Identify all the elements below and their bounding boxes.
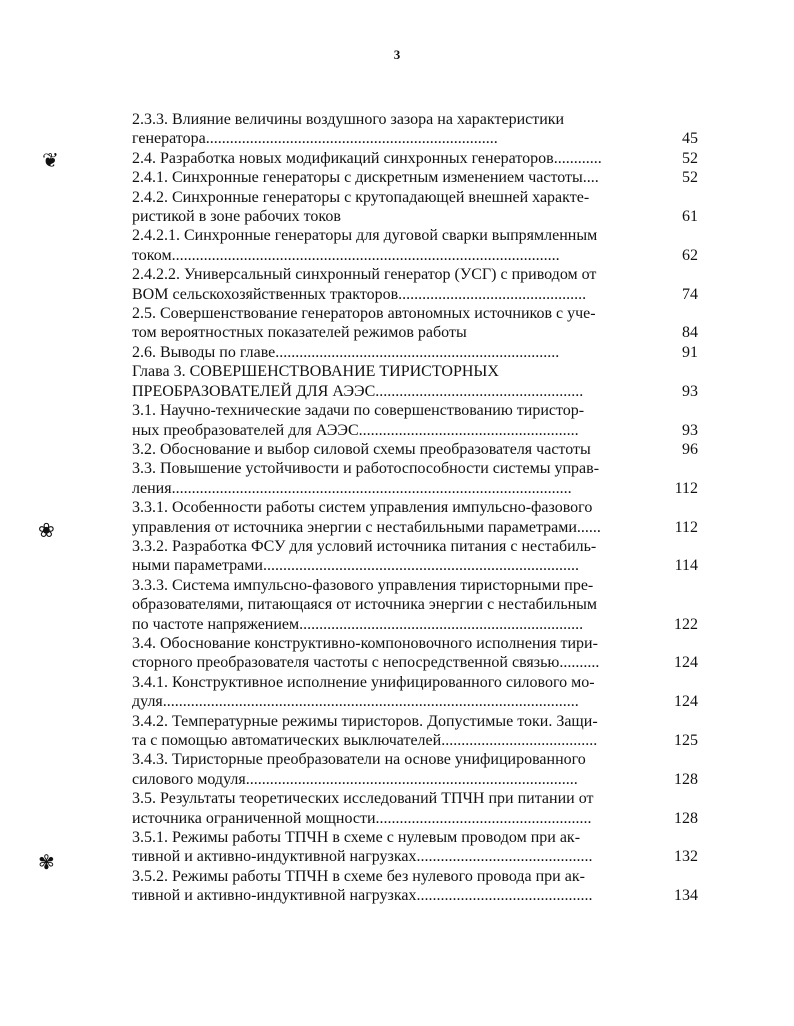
page-number: 3 bbox=[393, 47, 401, 62]
toc-entry-title: 2.4.2. Синхронные генераторы с крутопадающей внешней характе- ристикой в зоне рабочих токов bbox=[132, 188, 590, 226]
table-of-contents bbox=[132, 110, 698, 906]
toc-entry-page-number: 52 bbox=[682, 149, 698, 167]
toc-entry bbox=[132, 110, 698, 149]
toc-entry bbox=[132, 226, 698, 265]
toc-entry-page-number: 96 bbox=[682, 440, 698, 458]
toc-entry-title: 3.5.2. Режимы работы ТПЧН в схеме без нулевого провода при ак- тивной и активно-индуктивной нагрузках............................................ bbox=[132, 867, 593, 905]
toc-entry-title: 3.3.1. Особенности работы систем управления импульсно-фазового управления от источника энергии с нестабильными параметрами...... bbox=[132, 499, 601, 536]
toc-entry bbox=[132, 537, 698, 576]
toc-entry bbox=[132, 828, 698, 867]
toc-entry-page-number: 112 bbox=[674, 479, 698, 497]
toc-entry-page-number: 124 bbox=[674, 654, 698, 672]
toc-entry-page-number: 45 bbox=[682, 130, 698, 148]
toc-entry-title: 3.3.2. Разработка ФСУ для условий источника питания с нестабиль- ными параметрами............................................................................... bbox=[132, 537, 597, 575]
toc-entry bbox=[132, 673, 698, 712]
toc-entry-page-number: 52 bbox=[682, 169, 698, 187]
toc-entry bbox=[132, 712, 698, 751]
toc-entry bbox=[132, 634, 698, 673]
toc-entry-title: 2.4.2.1. Синхронные генераторы для дуговой сварки выпрямленным током................................................................................................. bbox=[132, 227, 598, 264]
toc-entry-title: 2.6. Выводы по главе....................................................................... bbox=[132, 343, 560, 361]
toc-entry bbox=[132, 188, 698, 227]
toc-entry-title: 3.4. Обоснование конструктивно-компоновочного исполнения тири- сторного преобразователя частоты с непосредственной связью.......... bbox=[132, 634, 600, 672]
toc-entry-title: 2.5. Совершенствование генераторов автономных источников с уче- том вероятностных показателей режимов работы bbox=[132, 305, 596, 342]
toc-entry-title: 3.3.3. Система импульсно-фазового управления тиристорными пре- образователями, питающаяся от источника энергии с нестабильным по частоте напряжением....................................................................... bbox=[132, 576, 598, 633]
toc-entry-page-number: 125 bbox=[674, 732, 698, 749]
ink-blot-icon: ✾ bbox=[38, 850, 55, 874]
ink-blot-icon: ❀ bbox=[38, 518, 55, 542]
toc-entry-title: Глава 3. СОВЕРШЕНСТВОВАНИЕ ТИРИСТОРНЫХ ПРЕОБРАЗОВАТЕЛЕЙ ДЛЯ АЭЭС.................................................... bbox=[132, 363, 584, 400]
toc-entry bbox=[132, 789, 698, 828]
toc-entry bbox=[132, 168, 698, 187]
toc-entry-page-number: 74 bbox=[682, 285, 698, 303]
toc-entry-page-number: 128 bbox=[674, 809, 698, 827]
toc-entry-page-number: 93 bbox=[682, 421, 698, 439]
toc-entry bbox=[132, 459, 698, 498]
toc-entry bbox=[132, 265, 698, 304]
toc-entry-page-number: 114 bbox=[674, 557, 698, 575]
toc-entry-page-number: 91 bbox=[682, 343, 698, 361]
toc-entry bbox=[132, 343, 698, 362]
toc-entry bbox=[132, 440, 698, 459]
toc-entry-title: 3.1. Научно-технические задачи по совершенствованию тиристор- ных преобразователей для АЭЭС....................................................... bbox=[132, 402, 585, 439]
toc-entry bbox=[132, 576, 698, 634]
toc-entry-page-number: 134 bbox=[674, 887, 698, 905]
toc-entry-title: 3.3. Повышение устойчивости и работоспособности системы управ- ления.................................................................................................... bbox=[132, 460, 600, 497]
toc-entry-title: 3.4.1. Конструктивное исполнение унифицированного силового мо- дуля........................................................................................................ bbox=[132, 673, 595, 711]
toc-entry bbox=[132, 750, 698, 789]
toc-entry-page-number: 62 bbox=[682, 246, 698, 264]
toc-entry-page-number: 128 bbox=[674, 770, 698, 788]
toc-entry-title: 3.5.1. Режимы работы ТПЧН в схеме с нулевым проводом при ак- тивной и активно-индуктивной нагрузках............................................ bbox=[132, 829, 593, 866]
toc-entry-page-number: 84 bbox=[682, 324, 698, 342]
toc-entry-title: 3.4.3. Тиристорные преобразователи на основе унифицированного силового модуля................................................................................... bbox=[132, 751, 586, 788]
toc-entry-title: 2.4.1. Синхронные генераторы с дискретным изменением частоты.... bbox=[132, 169, 599, 187]
toc-entry-page-number: 112 bbox=[674, 518, 698, 536]
toc-entry bbox=[132, 498, 698, 537]
toc-entry-page-number: 124 bbox=[674, 693, 698, 711]
toc-entry-page-number: 93 bbox=[682, 382, 698, 400]
toc-entry-page-number: 61 bbox=[682, 208, 698, 226]
toc-entry-page-number: 122 bbox=[674, 615, 698, 633]
toc-entry bbox=[132, 362, 698, 401]
toc-entry-title: 3.2. Обоснование и выбор силовой схемы преобразователя частоты bbox=[132, 440, 591, 458]
toc-entry-page-number: 132 bbox=[674, 848, 698, 866]
toc-entry bbox=[132, 304, 698, 343]
toc-entry-title: 2.3.3. Влияние величины воздушного зазора на характеристики генератора......................................................................... bbox=[132, 111, 565, 148]
toc-entry bbox=[132, 401, 698, 440]
toc-entry-title: 3.5. Результаты теоретических исследований ТПЧН при питании от источника ограниченной мощности...................................................... bbox=[132, 790, 594, 827]
toc-entry-title: 2.4.2.2. Универсальный синхронный генератор (УСГ) с приводом от ВОМ сельскохозяйственных тракторов............................................... bbox=[132, 266, 597, 303]
toc-entry bbox=[132, 149, 698, 168]
ink-blot-icon: ❦ bbox=[42, 148, 59, 172]
toc-entry bbox=[132, 867, 698, 906]
toc-entry-title: 2.4. Разработка новых модификаций синхронных генераторов............ bbox=[132, 149, 602, 167]
toc-entry-title: 3.4.2. Температурные режимы тиристоров. Допустимые токи. Защи- та с помощью автоматических выключателей....................................... bbox=[132, 712, 598, 749]
